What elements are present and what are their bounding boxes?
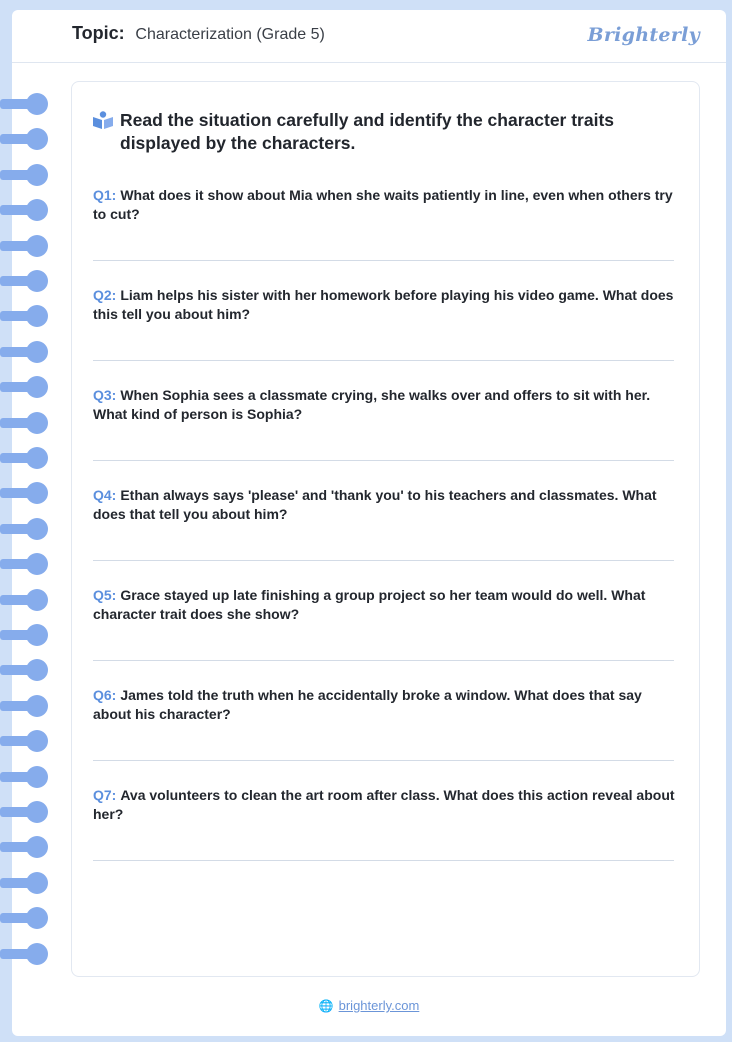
spiral-ring xyxy=(0,907,52,929)
spiral-ring xyxy=(0,270,52,292)
instruction xyxy=(92,109,682,155)
question-text: When Sophia sees a classmate crying, she walks over and offers to sit with her. What kind of person is Sophia? xyxy=(93,387,651,422)
question-text: What does it show about Mia when she waits patiently in line, even when others try to cut? xyxy=(93,187,673,222)
spiral-binding xyxy=(0,93,52,963)
question-number: Q3: xyxy=(93,387,117,403)
spiral-ring xyxy=(0,801,52,823)
spiral-ring xyxy=(0,624,52,646)
answer-line[interactable] xyxy=(93,860,674,861)
answer-line[interactable] xyxy=(93,360,674,361)
question-4 xyxy=(93,486,678,524)
topic-value: Characterization (Grade 5) xyxy=(135,26,325,43)
spiral-ring xyxy=(0,872,52,894)
spiral-ring xyxy=(0,730,52,752)
spiral-ring xyxy=(0,836,52,858)
topic xyxy=(72,23,325,44)
spiral-ring xyxy=(0,164,52,186)
question-1 xyxy=(93,186,678,224)
question-text: Ava volunteers to clean the art room after class. What does this action reveal about her? xyxy=(93,787,675,822)
footer xyxy=(12,998,726,1013)
spiral-ring xyxy=(0,93,52,115)
question-number: Q1: xyxy=(93,187,117,203)
question-number: Q6: xyxy=(93,687,117,703)
worksheet-page xyxy=(12,10,726,1036)
answer-line[interactable] xyxy=(93,760,674,761)
question-text: Grace stayed up late finishing a group project so her team would do well. What character trait does she show? xyxy=(93,587,646,622)
spiral-ring xyxy=(0,128,52,150)
spiral-ring xyxy=(0,766,52,788)
question-5 xyxy=(93,586,678,624)
question-7 xyxy=(93,786,678,824)
spiral-ring xyxy=(0,659,52,681)
question-3 xyxy=(93,386,678,424)
spiral-ring xyxy=(0,589,52,611)
spiral-ring xyxy=(0,376,52,398)
spiral-ring xyxy=(0,412,52,434)
question-text: James told the truth when he accidentally broke a window. What does that say about his character? xyxy=(93,687,642,722)
header xyxy=(12,10,726,63)
brighterly-logo: Brighterly xyxy=(587,24,700,46)
question-number: Q2: xyxy=(93,287,117,303)
answer-line[interactable] xyxy=(93,660,674,661)
question-text: Ethan always says 'please' and 'thank you' to his teachers and classmates. What does that tell you about him? xyxy=(93,487,657,522)
answer-line[interactable] xyxy=(93,460,674,461)
spiral-ring xyxy=(0,341,52,363)
question-2 xyxy=(93,286,678,324)
spiral-ring xyxy=(0,199,52,221)
question-card xyxy=(71,81,700,977)
answer-line[interactable] xyxy=(93,260,674,261)
spiral-ring xyxy=(0,943,52,965)
spiral-ring xyxy=(0,305,52,327)
spiral-ring xyxy=(0,518,52,540)
question-text: Liam helps his sister with her homework before playing his video game. What does this tell you about him? xyxy=(93,287,674,322)
book-reader-icon xyxy=(92,111,114,129)
instruction-text: Read the situation carefully and identify the character traits displayed by the characters. xyxy=(120,110,615,153)
answer-line[interactable] xyxy=(93,560,674,561)
question-number: Q4: xyxy=(93,487,117,503)
question-number: Q7: xyxy=(93,787,117,803)
spiral-ring xyxy=(0,447,52,469)
topic-label: Topic: xyxy=(72,23,125,43)
globe-icon: 🌐 xyxy=(318,999,334,1013)
spiral-ring xyxy=(0,695,52,717)
question-number: Q5: xyxy=(93,587,117,603)
spiral-ring xyxy=(0,482,52,504)
question-6 xyxy=(93,686,678,724)
website-link[interactable]: brighterly.com xyxy=(338,998,420,1013)
spiral-ring xyxy=(0,235,52,257)
spiral-ring xyxy=(0,553,52,575)
